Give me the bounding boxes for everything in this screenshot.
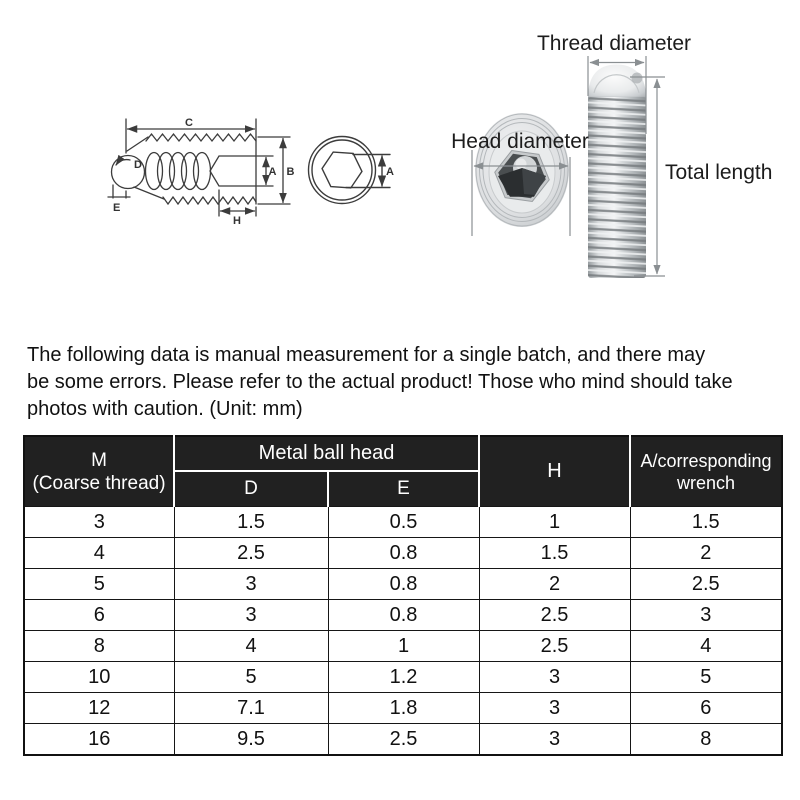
table-cell: 3: [174, 600, 328, 631]
table-row: [24, 724, 782, 756]
table-cell: 2.5: [479, 600, 630, 631]
table-row: [24, 507, 782, 538]
table-cell: 1: [479, 507, 630, 538]
table-cell: 3: [479, 693, 630, 724]
header-a-line1: A/corresponding: [640, 450, 772, 471]
table-cell: 1.5: [479, 538, 630, 569]
hex-socket-drawing: [309, 137, 391, 204]
table-cell: 4: [630, 631, 782, 662]
table-row: [24, 693, 782, 724]
table-cell: 1.5: [630, 507, 782, 538]
dim-label-a: A: [268, 166, 277, 178]
diagram-area: [0, 0, 800, 332]
table-cell: 3: [24, 507, 174, 538]
head-diameter-label: Head diameter: [451, 130, 589, 153]
table-cell: 2: [630, 538, 782, 569]
dim-label-e: E: [113, 202, 121, 214]
dim-label-d: D: [134, 159, 142, 171]
table-cell: 8: [24, 631, 174, 662]
table-cell: 0.8: [328, 569, 479, 600]
table-cell: 6: [630, 693, 782, 724]
dim-label-b: B: [286, 166, 295, 178]
header-d: D: [174, 471, 328, 507]
table-cell: 8: [630, 724, 782, 756]
hexagon-outline: [321, 151, 363, 188]
total-length-label: Total length: [665, 161, 773, 184]
disclaimer-line-3: photos with caution. (Unit: mm): [27, 398, 303, 420]
table-row: [24, 662, 782, 693]
header-a-line2: wrench: [676, 472, 736, 493]
table-row: [24, 569, 782, 600]
table-cell: 2.5: [328, 724, 479, 756]
table-cell: 2.5: [174, 538, 328, 569]
table-cell: 5: [630, 662, 782, 693]
table-cell: 1.5: [174, 507, 328, 538]
table-cell: 3: [630, 600, 782, 631]
table-cell: 0.5: [328, 507, 479, 538]
table-cell: 16: [24, 724, 174, 756]
plug-outline: [210, 156, 256, 186]
disclaimer-line-1: The following data is manual measurement for a single batch, and there may: [27, 344, 706, 366]
table-cell: 0.8: [328, 538, 479, 569]
leader-d: [116, 160, 130, 165]
header-e: E: [328, 471, 479, 507]
table-cell: 1.8: [328, 693, 479, 724]
table-cell: 7.1: [174, 693, 328, 724]
table-cell: 3: [479, 662, 630, 693]
table-cell: 0.8: [328, 600, 479, 631]
table-cell: 1.2: [328, 662, 479, 693]
spec-table: [23, 435, 783, 756]
table-cell: 2.5: [479, 631, 630, 662]
table-cell: 3: [174, 569, 328, 600]
header-m-subtitle: (Coarse thread): [32, 472, 166, 494]
dim-label-c: C: [185, 117, 193, 129]
screw-photo: [588, 65, 646, 279]
disclaimer-line-2: be some errors. Please refer to the actual product! Those who mind should take: [27, 371, 733, 393]
table-cell: 3: [479, 724, 630, 756]
thread-diameter-label: Thread diameter: [536, 32, 692, 55]
table-cell: 4: [174, 631, 328, 662]
dim-label-h: H: [233, 215, 241, 227]
table-cell: 6: [24, 600, 174, 631]
table-cell: 9.5: [174, 724, 328, 756]
thread-zigzag-bottom: [163, 197, 256, 204]
table-cell: 10: [24, 662, 174, 693]
table-row: [24, 600, 782, 631]
spring-coils: [146, 153, 211, 190]
table-cell: 2: [479, 569, 630, 600]
table-cell: 2.5: [630, 569, 782, 600]
thread-zigzag-top: [146, 134, 256, 141]
table-row: [24, 631, 782, 662]
header-h: H: [479, 436, 630, 507]
table-cell: 12: [24, 693, 174, 724]
table-cell: 5: [24, 569, 174, 600]
table-cell: 5: [174, 662, 328, 693]
header-row-1: [24, 436, 782, 471]
table-cell: 4: [24, 538, 174, 569]
table-cell: 1: [328, 631, 479, 662]
header-m: [24, 436, 174, 507]
header-a-wrench: [630, 436, 782, 507]
hex-dim-label-a: A: [386, 166, 394, 178]
header-m-title: M: [91, 449, 107, 471]
header-metal-ball-head: Metal ball head: [174, 436, 479, 471]
disclaimer-paragraph: [27, 342, 767, 423]
table-row: [24, 538, 782, 569]
